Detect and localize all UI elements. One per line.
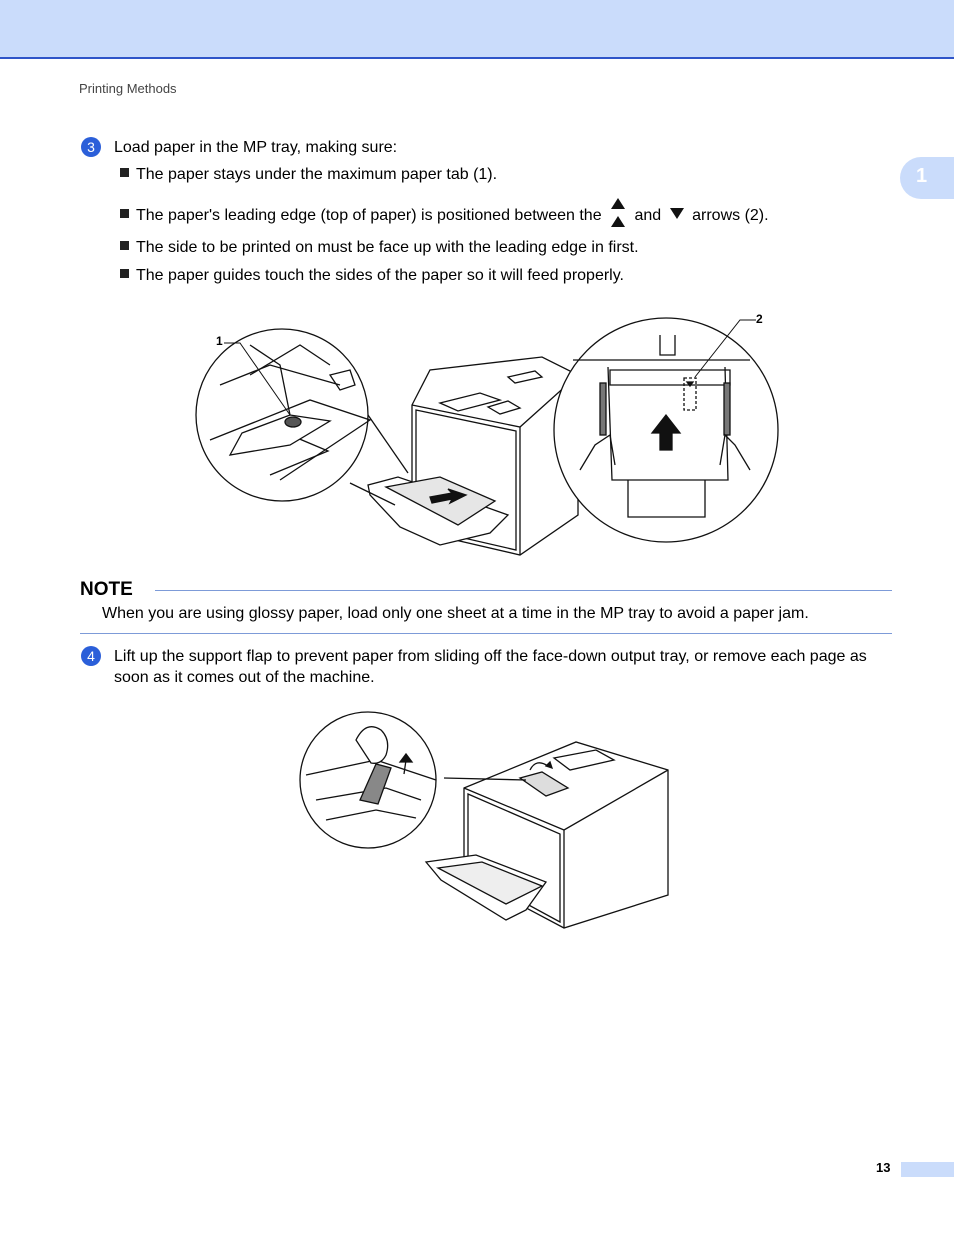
step-3-text: Load paper in the MP tray, making sure: xyxy=(114,139,398,156)
step-4-text: Lift up the support flap to prevent paper from sliding off the face-down output tray, or remove each page as soon as it comes out of the machine. xyxy=(114,648,867,686)
support-flap-illustration xyxy=(296,700,686,935)
bullet-item: The paper stays under the maximum paper tab (1). xyxy=(120,165,497,185)
step-number-3: 3 xyxy=(81,137,101,157)
double-up-arrow-icon xyxy=(610,204,626,224)
callout-2: 2 xyxy=(756,312,763,326)
bullet-item: The paper's leading edge (top of paper) is positioned between the and arrows (2). xyxy=(120,204,769,226)
top-header-band xyxy=(0,0,954,59)
running-header: Printing Methods xyxy=(79,81,177,96)
note-divider xyxy=(155,590,892,591)
footer-bar xyxy=(901,1162,954,1177)
bullet-square-icon xyxy=(120,168,129,177)
note-divider-bottom xyxy=(80,633,892,634)
note-text: When you are using glossy paper, load only one sheet at a time in the MP tray to avoid a paper jam. xyxy=(102,605,809,622)
bullet-square-icon xyxy=(120,241,129,250)
page-number: 13 xyxy=(876,1160,891,1175)
chapter-tab xyxy=(900,157,954,199)
bullet-item: The paper guides touch the sides of the paper so it will feed properly. xyxy=(120,266,624,286)
bullet-item: The side to be printed on must be face up with the leading edge in first. xyxy=(120,238,639,258)
chapter-number: 1 xyxy=(916,165,928,187)
note-title: NOTE xyxy=(80,579,133,600)
step-number-4: 4 xyxy=(81,646,101,666)
callout-1: 1 xyxy=(216,334,223,348)
down-arrow-icon xyxy=(670,208,684,219)
mp-tray-loading-illustration xyxy=(190,305,790,565)
bullet-square-icon xyxy=(120,269,129,278)
bullet-square-icon xyxy=(120,209,129,218)
